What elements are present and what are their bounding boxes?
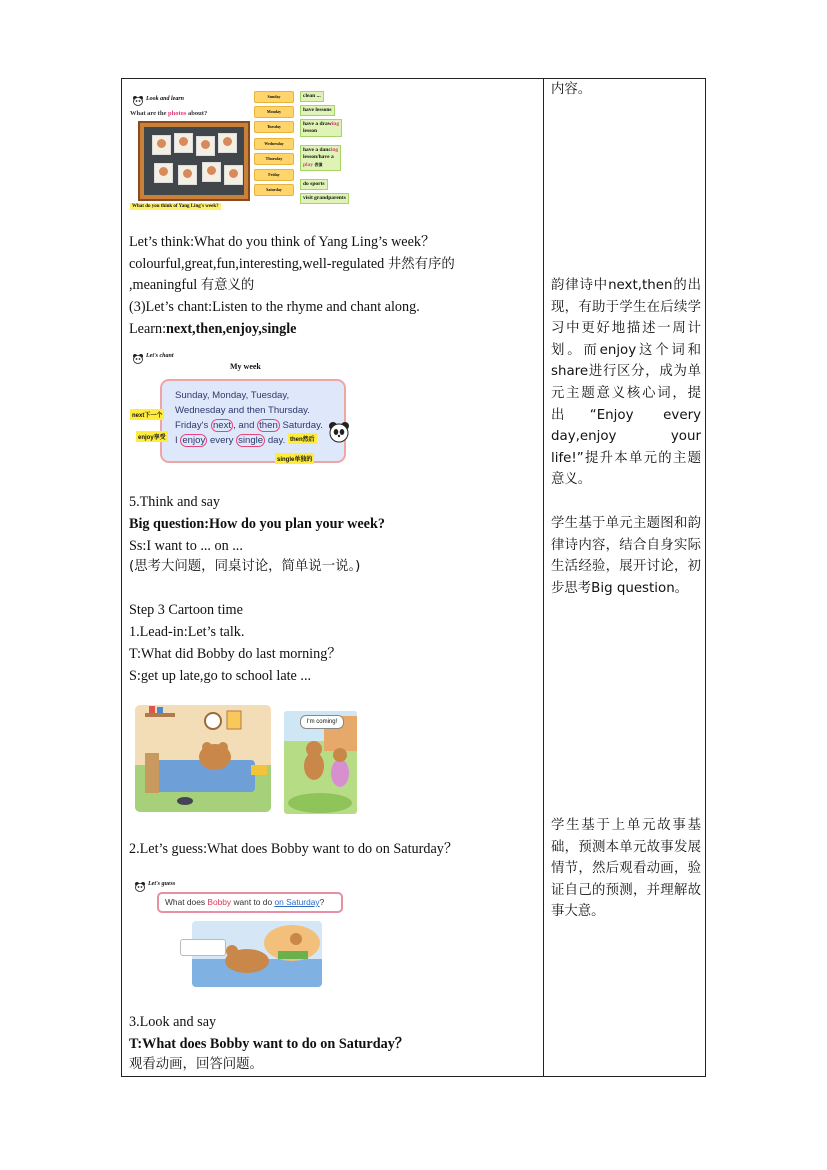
students-response: Ss:I want to ... on ... <box>129 538 243 554</box>
discuss-instruction: (思考大问题，同桌讨论，简单说一说。) <box>129 559 361 574</box>
lesson-table <box>121 78 706 1077</box>
guess-question: 2.Let’s guess:What does Bobby want to do on Saturday？ <box>129 841 459 857</box>
photo <box>152 135 171 155</box>
empty-thought-bubble <box>180 939 226 956</box>
vocab-tag-enjoy: enjoy享受 <box>136 431 168 442</box>
look-and-learn-image <box>130 91 362 213</box>
panda-logo-icon <box>132 93 144 104</box>
lets-chant-image <box>130 349 352 469</box>
design-intent-chant: 韵律诗中next,then的出现，有助于学生在后续学习中更好地描述一周计划。而enjoy这个词和share进行区分，成为单元主题意义核心词，提出“Enjoy every day,enjoy your life!”提升本单元的主题意义。 <box>551 278 701 488</box>
vocab-tag-then: then然后 <box>288 433 317 444</box>
day-label: Tuesday <box>254 121 294 133</box>
speech-bubble: I'm coming! <box>300 715 344 729</box>
photo <box>174 133 193 153</box>
section-title: Let's chant <box>146 353 174 359</box>
section-title: Look and learn <box>146 96 185 102</box>
guess-question-box: What does Bobby want to do on Saturday? <box>157 892 343 913</box>
poem-card <box>160 379 346 463</box>
day-label: Sunday <box>254 91 294 103</box>
think-question: Let’s think:What do you think of Yang Ling’s week？ <box>129 234 436 250</box>
day-label: Wednesday <box>254 138 294 150</box>
day-label: Monday <box>254 106 294 118</box>
activity-item: have a dancing lesson/have a play 表演 <box>300 145 341 171</box>
activity-item: have a drawing lesson <box>300 119 342 137</box>
question-suffix: about? <box>186 110 208 117</box>
activity-item: clean ... <box>300 91 324 102</box>
chant-instruction: (3)Let’s chant:Listen to the rhyme and chant along. <box>129 299 420 315</box>
panda-mascot-icon <box>328 421 350 443</box>
design-intent-discussion: 学生基于单元主题图和韵律诗内容，结合自身实际生活经验，展开讨论，初步思考Big question。 <box>551 516 701 596</box>
right-column <box>544 79 706 1076</box>
adjectives-line-1: colourful,great,fun,interesting,well-regulated 井然有序的 <box>129 256 455 272</box>
photo <box>196 136 215 156</box>
panda-logo-icon <box>134 879 146 890</box>
look-say-heading: 3.Look and say <box>129 1014 217 1030</box>
think-say-heading: 5.Think and say <box>129 494 221 510</box>
photo-board <box>138 121 250 201</box>
photo <box>202 162 221 182</box>
image-question <box>130 110 207 117</box>
verse-line: Wednesday and then Thursday. <box>175 405 310 416</box>
verse-line: Friday's next , and then Saturday. <box>175 420 323 431</box>
photo <box>178 165 197 185</box>
left-column <box>122 79 543 1076</box>
vocab-tag-single: single单独的 <box>275 453 314 464</box>
day-label: Thursday <box>254 153 294 165</box>
adjectives-line-2: ,meaningful 有意义的 <box>129 277 255 293</box>
teacher-question-2: T:What does Bobby want to do on Saturday？ <box>129 1036 409 1052</box>
photo <box>224 165 243 185</box>
teacher-question: T:What did Bobby do last morning？ <box>129 646 342 662</box>
vocab-tag-next: next下一个 <box>130 409 164 420</box>
day-label: Saturday <box>254 184 294 196</box>
panda-logo-icon <box>132 351 144 362</box>
poem-title: My week <box>230 362 261 371</box>
activity-item: have lessons <box>300 105 335 116</box>
section-title: Let's guess <box>148 881 176 887</box>
verse-line: Sunday, Monday, Tuesday, <box>175 390 290 401</box>
watch-instruction: 观看动画，回答问题。 <box>129 1057 263 1072</box>
step3-heading: Step 3 Cartoon time <box>129 602 243 618</box>
image-bottom-question: What do you think of Yang Ling's week? <box>132 204 219 209</box>
verse-line: I enjoy every single day. <box>175 435 286 446</box>
big-question: Big question:How do you plan your week? <box>129 516 385 532</box>
question-highlight: photos <box>167 110 187 117</box>
photo <box>218 133 237 153</box>
bobby-running-illustration <box>284 711 357 814</box>
lets-guess-image <box>132 877 347 991</box>
activity-item: do sports <box>300 179 328 190</box>
student-answer: S:get up late,go to school late ... <box>129 668 312 684</box>
question-prefix: What are the <box>130 110 168 117</box>
activity-item: visit grandparents <box>300 193 349 204</box>
learn-words: Learn:next,then,enjoy,single <box>129 321 297 337</box>
photo <box>154 163 173 183</box>
leadin-line: 1.Lead-in:Let’s talk. <box>129 624 245 640</box>
design-intent-continued: 内容。 <box>551 82 592 97</box>
design-intent-cartoon: 学生基于上单元故事基础，预测本单元故事发展情节，然后观看动画，验证自己的预测，并理解故事大意。 <box>551 818 701 920</box>
bobby-bedroom-illustration <box>135 705 271 812</box>
day-label: Friday <box>254 169 294 181</box>
